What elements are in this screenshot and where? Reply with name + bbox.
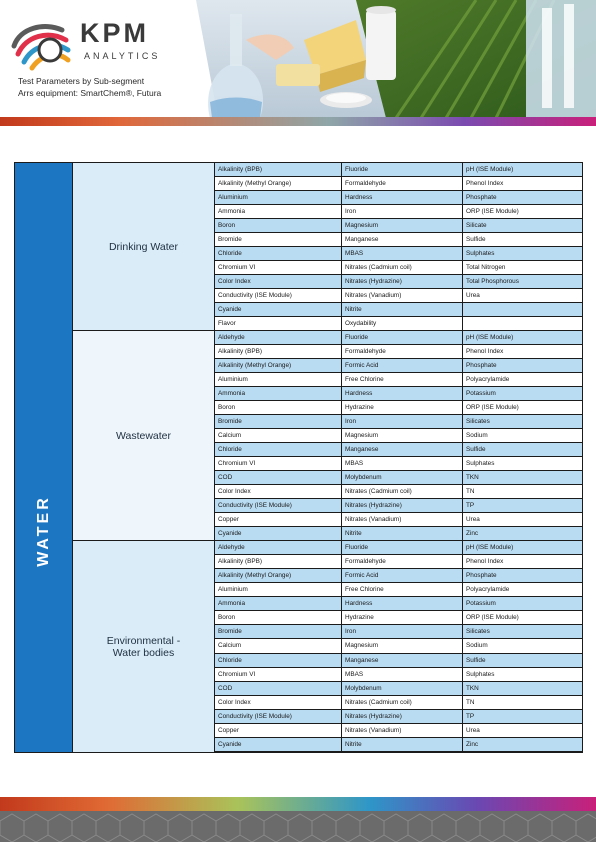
- table-cell: [463, 317, 582, 330]
- table-cell: Formic Acid: [342, 569, 463, 582]
- table-cell: Sodium: [466, 642, 488, 650]
- table-cell: Sodium: [466, 432, 488, 439]
- table-row: [215, 668, 582, 682]
- table-cell: Fluoride: [342, 163, 463, 176]
- table-cell: Bromide: [215, 415, 342, 428]
- brand-name: KPM: [80, 18, 149, 48]
- table-row: [215, 205, 582, 219]
- table-cell: Hydrazine: [342, 401, 463, 414]
- table-cell: Boron: [215, 219, 342, 232]
- table-cell: Flavor: [215, 317, 342, 330]
- table-row: [215, 569, 582, 583]
- table-row: [215, 443, 582, 457]
- bottom-color-band: [0, 797, 596, 811]
- table-cell: Oxydability: [342, 317, 463, 330]
- table-cell: Manganese: [342, 233, 463, 246]
- table-cell: Free Chlorine: [342, 583, 463, 596]
- table-cell: [463, 303, 582, 316]
- table-cell: Urea: [466, 726, 480, 734]
- table-cell: Phosphate: [466, 362, 497, 369]
- table-row: [215, 471, 582, 485]
- table-row: [215, 710, 582, 724]
- table-cell: Free Chlorine: [342, 373, 463, 386]
- brand-subtitle: ANALYTICS: [84, 51, 161, 61]
- equipment-line: Arrs equipment: SmartChem®, Futura: [18, 88, 162, 98]
- table-cell: MBAS: [342, 247, 463, 260]
- table-cell: Molybdenum: [342, 471, 463, 484]
- table-row: [215, 233, 582, 247]
- table-row: [215, 724, 582, 738]
- table-cell: Fluoride: [342, 541, 463, 554]
- table-row: [215, 541, 582, 555]
- table-cell: Polyacrylamide: [466, 376, 510, 383]
- table-cell: Iron: [342, 415, 463, 428]
- table-cell: Sulfide: [466, 446, 486, 453]
- table-cell: Nitrite: [342, 527, 463, 540]
- table-row: [215, 177, 582, 191]
- hexagon-pattern-icon: [0, 811, 596, 842]
- table-cell: COD: [215, 682, 342, 695]
- table-cell: Alkalinity (BPB): [215, 345, 342, 358]
- table-row: [215, 457, 582, 471]
- table-cell: ORP (ISE Module): [466, 614, 519, 622]
- table-cell: Boron: [215, 401, 342, 414]
- table-cell: Calcium: [215, 639, 342, 652]
- table-cell: Aldehyde: [215, 541, 342, 554]
- table-cell: Nitrite: [342, 303, 463, 316]
- segment-label: [107, 635, 181, 659]
- table-cell: Sulfide: [466, 236, 486, 243]
- table-row: [215, 654, 582, 668]
- table-cell: Total Nitrogen: [466, 264, 506, 271]
- table-row: [215, 611, 582, 625]
- table-cell: pH (ISE Module): [466, 334, 514, 341]
- table-cell: Formaldehyde: [342, 555, 463, 568]
- table-cell: Phosphate: [466, 572, 497, 580]
- table-cell: Copper: [215, 724, 342, 737]
- table-cell: Nitrates (Vanadium): [342, 513, 463, 526]
- table-cell: Silicates: [466, 418, 490, 425]
- table-cell: Iron: [342, 205, 463, 218]
- table-cell: Aluminium: [215, 373, 342, 386]
- table-cell: Sulphates: [466, 670, 495, 678]
- table-cell: Chloride: [215, 247, 342, 260]
- table-row: [215, 345, 582, 359]
- segment-wastewater: [73, 331, 215, 541]
- table-cell: TP: [466, 712, 475, 720]
- top-color-band: [0, 117, 596, 126]
- table-row: [215, 163, 582, 177]
- page-header: [0, 0, 596, 118]
- table-cell: Cyanide: [215, 303, 342, 316]
- table-cell: Chromium VI: [215, 457, 342, 470]
- table-cell: ORP (ISE Module): [466, 208, 519, 215]
- table-cell: Hardness: [342, 597, 463, 610]
- category-label: WATER: [35, 495, 52, 567]
- table-cell: Urea: [466, 292, 480, 299]
- table-row: [215, 275, 582, 289]
- table-cell: Cyanide: [215, 738, 342, 751]
- table-cell: pH (ISE Module): [466, 166, 514, 173]
- kpm-logo: [10, 12, 185, 72]
- table-cell: MBAS: [342, 668, 463, 681]
- table-row: [215, 499, 582, 513]
- table-row: [215, 597, 582, 611]
- table-cell: pH (ISE Module): [466, 544, 514, 551]
- table-row: [215, 387, 582, 401]
- table-cell: TN: [466, 698, 475, 706]
- table-cell: Boron: [215, 611, 342, 624]
- table-row: [215, 247, 582, 261]
- segment-label: Wastewater: [115, 429, 172, 442]
- table-cell: Conductivity (ISE Module): [215, 499, 342, 512]
- footer-pattern: [0, 811, 596, 842]
- table-cell: Alkalinity (BPB): [215, 163, 342, 176]
- table-row: [215, 513, 582, 527]
- table-cell: Nitrates (Vanadium): [342, 289, 463, 302]
- table-cell: Bromide: [215, 233, 342, 246]
- table-cell: Sulphates: [466, 250, 495, 257]
- table-cell: Zinc: [466, 530, 479, 537]
- table-cell: Hardness: [342, 387, 463, 400]
- table-cell: TKN: [466, 684, 479, 692]
- table-row: [215, 331, 582, 345]
- table-cell: Aldehyde: [215, 331, 342, 344]
- table-cell: Nitrates (Cadmium coil): [342, 261, 463, 274]
- table-cell: ORP (ISE Module): [466, 404, 519, 411]
- table-cell: Potassium: [466, 600, 496, 608]
- table-cell: Formic Acid: [342, 359, 463, 372]
- drinking-water-rows: [215, 163, 582, 331]
- table-cell: Chromium VI: [215, 261, 342, 274]
- table-cell: Phenol Index: [466, 558, 504, 566]
- table-cell: Phenol Index: [466, 180, 504, 187]
- table-cell: Nitrates (Hydrazine): [342, 710, 463, 723]
- table-cell: Cyanide: [215, 527, 342, 540]
- table-row: [215, 359, 582, 373]
- lab-flask-dairy-field-photo: [196, 0, 596, 118]
- table-cell: TP: [466, 502, 475, 509]
- table-cell: MBAS: [342, 457, 463, 470]
- table-cell: Nitrite: [342, 738, 463, 751]
- table-cell: Color Index: [215, 485, 342, 498]
- table-cell: Nitrates (Cadmium coil): [342, 696, 463, 709]
- table-row: [215, 401, 582, 415]
- table-cell: Aluminium: [215, 583, 342, 596]
- hero-photo: [196, 0, 596, 118]
- table-cell: Nitrates (Hydrazine): [342, 275, 463, 288]
- segment-environmental: [73, 541, 215, 752]
- table-cell: Conductivity (ISE Module): [215, 289, 342, 302]
- table-row: [215, 191, 582, 205]
- table-cell: Chromium VI: [215, 668, 342, 681]
- table-cell: Total Phosphorous: [466, 278, 519, 285]
- table-cell: Aluminium: [215, 191, 342, 204]
- table-cell: Silicates: [466, 628, 490, 636]
- table-cell: Sulphates: [466, 460, 495, 467]
- table-cell: Alkalinity (Methyl Orange): [215, 177, 342, 190]
- table-row: [215, 429, 582, 443]
- table-cell: Fluoride: [342, 331, 463, 344]
- document-heading: Test Parameters by Sub-segment: [18, 76, 145, 86]
- table-cell: Alkalinity (BPB): [215, 555, 342, 568]
- table-cell: Conductivity (ISE Module): [215, 710, 342, 723]
- segment-label-line2: Water bodies: [112, 646, 175, 659]
- table-cell: Polyacrylamide: [466, 586, 510, 594]
- kpm-swirl-icon: [10, 16, 72, 72]
- table-row: [215, 303, 582, 317]
- table-cell: Formaldehyde: [342, 177, 463, 190]
- table-cell: TKN: [466, 474, 479, 481]
- table-cell: Color Index: [215, 275, 342, 288]
- table-row: [215, 555, 582, 569]
- table-cell: Ammonia: [215, 387, 342, 400]
- parameters-table: [14, 162, 583, 753]
- segment-label: Drinking Water: [108, 240, 179, 253]
- table-cell: Hydrazine: [342, 611, 463, 624]
- table-row: [215, 219, 582, 233]
- table-cell: Chloride: [215, 654, 342, 667]
- table-cell: Magnesium: [342, 219, 463, 232]
- table-cell: Molybdenum: [342, 682, 463, 695]
- table-cell: Magnesium: [342, 429, 463, 442]
- table-cell: Ammonia: [215, 597, 342, 610]
- table-row: [215, 639, 582, 653]
- table-cell: Color Index: [215, 696, 342, 709]
- table-cell: Phenol Index: [466, 348, 504, 355]
- table-cell: Manganese: [342, 443, 463, 456]
- table-cell: Manganese: [342, 654, 463, 667]
- table-cell: Alkalinity (Methyl Orange): [215, 569, 342, 582]
- table-cell: Silicate: [466, 222, 487, 229]
- wastewater-rows: [215, 331, 582, 541]
- table-cell: Magnesium: [342, 639, 463, 652]
- table-cell: Formaldehyde: [342, 345, 463, 358]
- segment-drinking-water: [73, 163, 215, 331]
- table-row: [215, 317, 582, 331]
- segment-label-line1: Environmental -: [106, 634, 181, 647]
- table-cell: Phosphate: [466, 194, 497, 201]
- table-row: [215, 583, 582, 597]
- table-cell: Chloride: [215, 443, 342, 456]
- table-cell: Urea: [466, 516, 480, 523]
- table-row: [215, 485, 582, 499]
- table-cell: Calcium: [215, 429, 342, 442]
- table-cell: Nitrates (Vanadium): [342, 724, 463, 737]
- table-row: [215, 682, 582, 696]
- table-cell: Nitrates (Hydrazine): [342, 499, 463, 512]
- table-cell: Hardness: [342, 191, 463, 204]
- table-row: [215, 261, 582, 275]
- table-cell: TN: [466, 488, 475, 495]
- table-row: [215, 373, 582, 387]
- table-row: [215, 625, 582, 639]
- environmental-rows: [215, 541, 582, 752]
- table-cell: COD: [215, 471, 342, 484]
- table-cell: Alkalinity (Methyl Orange): [215, 359, 342, 372]
- table-cell: Sulfide: [466, 656, 486, 664]
- table-cell: Potassium: [466, 390, 496, 397]
- table-row: [215, 289, 582, 303]
- table-row: [215, 527, 582, 541]
- table-cell: Zinc: [466, 740, 479, 748]
- table-cell: Nitrates (Cadmium coil): [342, 485, 463, 498]
- category-column: [15, 163, 73, 752]
- table-cell: Copper: [215, 513, 342, 526]
- table-row: [215, 738, 582, 752]
- table-cell: Ammonia: [215, 205, 342, 218]
- table-cell: Bromide: [215, 625, 342, 638]
- table-cell: Iron: [342, 625, 463, 638]
- table-row: [215, 415, 582, 429]
- table-row: [215, 696, 582, 710]
